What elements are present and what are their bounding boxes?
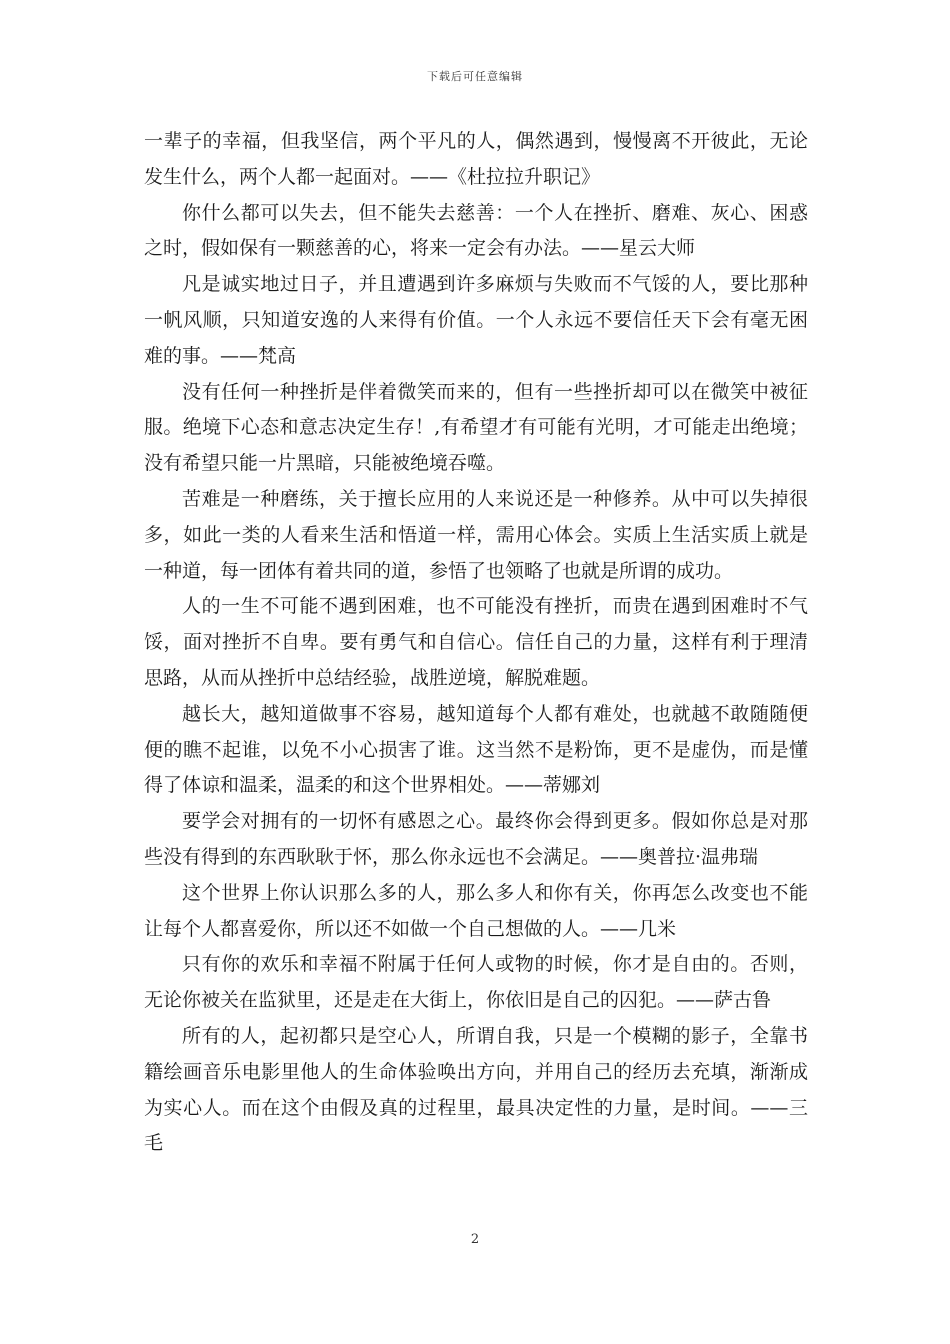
paragraph: 凡是诚实地过日子，并且遭遇到许多麻烦与失败而不气馁的人，要比那种一帆风顺，只知道安逸的人来得有价值。一个人永远不要信任天下会有毫无困难的事。——梵高 [144, 273, 808, 367]
paragraph: 要学会对拥有的一切怀有感恩之心。最终你会得到更多。假如你总是对那些没有得到的东西耿耿于怀，那么你永远也不会满足。——奥普拉·温弗瑞 [144, 810, 808, 868]
paragraph: 越长大，越知道做事不容易，越知道每个人都有难处，也就越不敢随随便便的瞧不起谁，以免不小心损害了谁。这当然不是粉饰，更不是虚伪，而是懂得了体谅和温柔，温柔的和这个世界相处。——蒂娜刘 [144, 702, 808, 797]
document-body [144, 124, 808, 1162]
paragraph: 所有的人，起初都只是空心人，所谓自我，只是一个模糊的影子，全靠书籍绘画音乐电影里他人的生命体验唤出方向，并用自己的经历去充填，渐渐成为实心人。而在这个由假及真的过程里，最具决定性的力量，是时间。——三毛 [144, 1024, 808, 1155]
paragraph: 这个世界上你认识那么多的人，那么多人和你有关，你再怎么改变也不能让每个人都喜爱你，所以还不如做一个自己想做的人。——几米 [144, 881, 808, 940]
page-number: 2 [470, 1232, 480, 1247]
paragraph: 苦难是一种磨练，关于擅长应用的人来说还是一种修养。从中可以失掉很多，如此一类的人看来生活和悟道一样，需用心体会。实质上生活实质上就是一种道，每一团体有着共同的道，参悟了也领略了也就是所谓的成功。 [144, 487, 808, 582]
page-header: 下载后可任意编辑 [427, 70, 523, 83]
paragraph: 人的一生不可能不遇到困难，也不可能没有挫折，而贵在遇到困难时不气馁，面对挫折不自卑。要有勇气和自信心。信任自己的力量，这样有利于理清思路，从而从挫折中总结经验，战胜逆境，解脱难题。 [144, 595, 808, 689]
paragraph: 你什么都可以失去，但不能失去慈善：一个人在挫折、磨难、灰心、困惑之时，假如保有一颗慈善的心，将来一定会有办法。——星云大师 [144, 201, 808, 260]
paragraph: 只有你的欢乐和幸福不附属于任何人或物的时候，你才是自由的。否则，无论你被关在监狱里，还是走在大街上，你依旧是自己的囚犯。——萨古鲁 [144, 953, 808, 1012]
paragraph-continued: 一辈子的幸福，但我坚信，两个平凡的人，偶然遇到，慢慢离不开彼此，无论发生什么，两个人都一起面对。——《杜拉拉升职记》 [144, 130, 808, 188]
paragraph: 没有任何一种挫折是伴着微笑而来的，但有一些挫折却可以在微笑中被征服。绝境下心态和意志决定生存！,有希望才有可能有光明，才可能走出绝境；没有希望只能一片黑暗，只能被绝境吞噬。 [144, 380, 808, 475]
